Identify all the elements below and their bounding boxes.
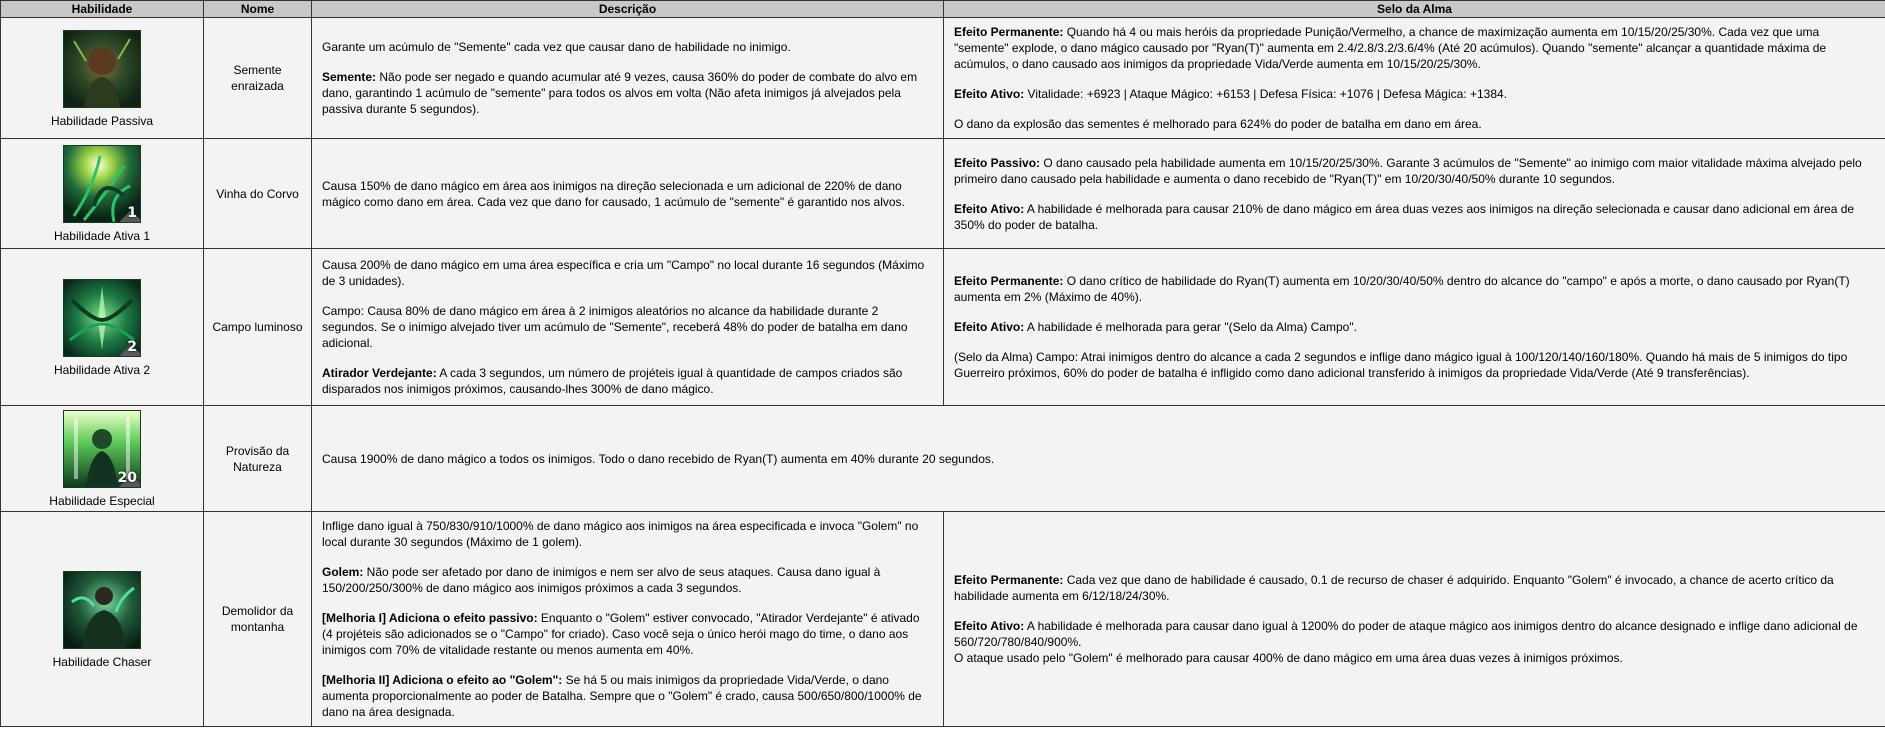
skill-cell (1, 139, 204, 249)
skill-cell (1, 18, 204, 139)
skill-description (312, 249, 944, 406)
seal-paragraph: O dano da explosão das sementes é melhorado para 624% do poder de batalha em dano em área. (954, 117, 1482, 131)
soul-seal-description (944, 18, 1885, 139)
skill-label: Habilidade Passiva (50, 113, 154, 128)
skill-description (312, 139, 944, 249)
seal-paragraph: O ataque usado pelo "Golem" é melhorado para causar 400% de dano mágico em uma área duas vezes à inimigos próximos. (954, 651, 1623, 665)
seal-paragraph: Efeito Permanente: O dano crítico de habilidade do Ryan(T) aumenta em 10/20/30/40/50% dentro do alcance do "campo" e após a morte, o dano causado por Ryan(T) aumenta em 2% (Máximo de 40%). (954, 274, 1850, 304)
table-row (1, 249, 1885, 406)
desc-paragraph: Campo: Causa 80% de dano mágico em área à 2 inimigos aleatórios no alcance da habilidade durante 2 segundos. Se o inimigo alvejado tiver um acúmulo de "Semente", receberá 48% do poder de batalha em dano adicional. (322, 304, 908, 350)
header-name: Nome (204, 1, 312, 18)
seal-paragraph: Efeito Passivo: O dano causado pela habilidade aumenta em 10/15/20/25/30%. Garante 3 acúmulos de "Semente" ao inimigo com maior vitalidade máxima alvejado pelo primeiro dano causado pela habilidade e aumenta o dano recebido de "Ryan(T)" em 10/20/30/40/50% durante 10 segundos. (954, 155, 1862, 186)
skill-cell (1, 249, 204, 406)
skill-label: Habilidade Ativa 1 (53, 229, 151, 243)
desc-paragraph: [Melhoria II] Adiciona o efeito ao "Golem": Se há 5 ou mais inimigos da propriedade Vida/Verde, o dano aumenta proporcionalmente ao poder de Batalha. Sempre que o "Golem" é crado, causa 500/650/800/1000% de dano na área designada. (322, 673, 922, 719)
ryan-portrait-icon (63, 30, 141, 108)
seal-paragraph: Efeito Ativo: A habilidade é melhorada para gerar "(Selo da Alma) Campo". (954, 320, 1357, 334)
seal-paragraph: Efeito Permanente: Quando há 4 ou mais heróis da propriedade Punição/Vermelho, a chance de maximização aumenta em 10/15/20/25/30%. Cada vez que uma "semente" explode, o dano mágico causado por "Ryan(T)" aumenta em 2.4/2.8/3.2/3.6/4% (Até 20 acúmulos). Quando "semente" alcançar a quantidade máxima de acúmulos, o dano causado aos inimigos da propriedade Vida/Verde aumenta em 10/15/20/25/30%. (954, 25, 1827, 71)
header-skill: Habilidade (1, 1, 204, 18)
skill-name: Semente enraizada (204, 18, 312, 139)
seal-paragraph: Efeito Ativo: A habilidade é melhorada para causar 210% de dano mágico em área duas vezes aos inimigos na direção selecionada e causar dano adicional em área de 350% do poder de batalha. (954, 201, 1855, 232)
skill-cell (1, 406, 204, 512)
desc-paragraph: Garante um acúmulo de "Semente" cada vez que causar dano de habilidade no inimigo. (322, 40, 791, 54)
skill-label: Habilidade Ativa 2 (53, 362, 151, 377)
seal-paragraph: Efeito Ativo: A habilidade é melhorada para causar dano igual à 1200% do poder de ataque mágico aos inimigos dentro do alcance designado e inflige dano adicional de 560/720/780/840/900%. (954, 619, 1858, 649)
table-row (1, 18, 1885, 139)
soul-seal-description (944, 249, 1885, 406)
seal-paragraph: Efeito Ativo: Vitalidade: +6923 | Ataque Mágico: +6153 | Defesa Física: +1076 | Defesa Mágica: +1384. (954, 87, 1508, 101)
skill-name: Demolidor da montanha (204, 512, 312, 727)
skill-description (312, 512, 944, 727)
skill-label: Habilidade Especial (49, 494, 155, 508)
soul-seal-description (944, 512, 1885, 727)
desc-paragraph: Golem: Não pode ser afetado por dano de inimigos e nem ser alvo de seus ataques. Causa dano igual à 150/200/250/300% de dano mágico aos inimigos próximos a cada 3 segundos. (322, 565, 881, 595)
skill-label: Habilidade Chaser (52, 654, 152, 669)
header-soul-seal: Selo da Alma (944, 1, 1885, 18)
nature-provision-icon (63, 410, 141, 488)
skill-name: Provisão da Natureza (204, 406, 312, 512)
table-row (1, 512, 1885, 727)
seal-paragraph: Efeito Permanente: Cada vez que dano de habilidade é causado, 0.1 de recurso de chaser é adquirido. Enquanto "Golem" é invocado, a chance de acerto crítico da habilidade aumenta em 6/12/18/24/30%. (954, 573, 1834, 603)
raven-vine-icon (63, 145, 141, 223)
skill-cell (1, 512, 204, 727)
desc-paragraph: Causa 200% de dano mágico em uma área específica e cria um "Campo" no local durante 16 segundos (Máximo de 3 unidades). (322, 258, 925, 288)
skill-description (312, 18, 944, 139)
header-row (1, 1, 1885, 18)
skill-level-number: 20 (117, 470, 137, 486)
desc-paragraph: [Melhoria I] Adiciona o efeito passivo: Enquanto o "Golem" estiver convocado, "Atirador Verdejante" é ativado (4 projéteis são adicionados se o "Campo" for criado). Caso você seja o único herói mago do time, o dano aos inimigos com 70% de vitalidade restante ou menos aumenta em 40%. (322, 611, 920, 657)
desc-paragraph: Atirador Verdejante: A cada 3 segundos, um número de projéteis igual à quantidade de campos criados são disparados nos inimigos próximos, causando-lhes 300% de dano mágico. (322, 366, 903, 396)
desc-paragraph: Causa 150% de dano mágico em área aos inimigos na direção selecionada e um adicional de 220% de dano mágico como dano em área. Cada vez que dano for causado, 1 acúmulo de "semente" é garantido nos alvos. (322, 178, 905, 209)
skill-name: Campo luminoso (204, 249, 312, 406)
skill-level-number: 1 (127, 205, 137, 221)
table-row (1, 139, 1885, 249)
table-row (1, 406, 1885, 512)
luminous-field-icon (63, 279, 141, 357)
skill-level-number: 2 (127, 338, 137, 355)
skill-name: Vinha do Corvo (204, 139, 312, 249)
seal-paragraph: (Selo da Alma) Campo: Atrai inimigos dentro do alcance a cada 2 segundos e inflige dano mágico igual à 100/120/140/160/180%. Quando há mais de 5 inimigos do tipo Guerreiro próximos, 60% do poder de batalha é infligido como dano adicional transferido à inimigos da propriedade Vida/Verde (Até 9 transferências). (954, 350, 1848, 380)
soul-seal-description (944, 139, 1885, 249)
desc-paragraph: Semente: Não pode ser negado e quando acumular até 9 vezes, causa 360% do poder de combate do alvo em dano, garantindo 1 acúmulo de "semente" para todos os alvos em volta (Não afeta inimigos já alvejados pela passiva durante 5 segundos). (322, 70, 918, 116)
header-description: Descrição (312, 1, 944, 18)
mountain-demolisher-icon (63, 571, 141, 649)
skill-description: Causa 1900% de dano mágico a todos os inimigos. Todo o dano recebido de Ryan(T) aumenta em 40% durante 20 segundos. (312, 406, 1885, 512)
desc-paragraph: Inflige dano igual à 750/830/910/1000% de dano mágico aos inimigos na área especificada e invoca "Golem" no local durante 30 segundos (Máximo de 1 golem). (322, 519, 919, 549)
